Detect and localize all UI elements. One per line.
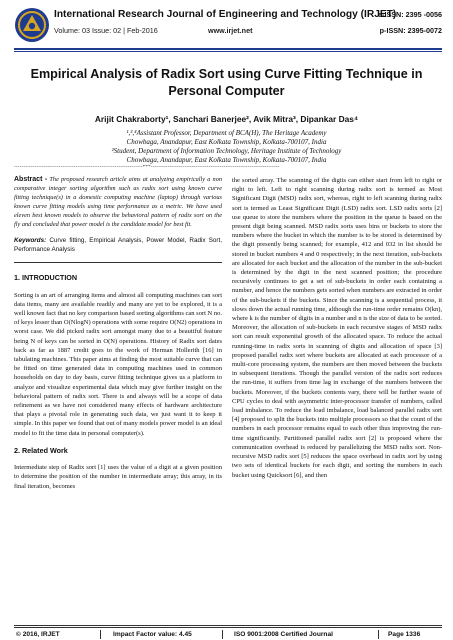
- abstract-label: Abstract -: [14, 176, 48, 183]
- right-column: [232, 176, 442, 480]
- left-column: [14, 176, 222, 491]
- header-rule-thin: [14, 51, 442, 52]
- journal-header: [14, 7, 442, 47]
- footer-rule: [14, 625, 442, 626]
- affiliation-1: ¹,³,⁴Assistant Professor, Department of BCA(H), The Heritage Academy: [126, 129, 327, 137]
- affiliation-2: ²Student, Department of Information Technology, Heritage Institute of Technology: [111, 147, 342, 155]
- footer-impact-factor: Impact Factor value: 4.45: [113, 631, 192, 638]
- footer-divider: [222, 630, 223, 639]
- title-separator: ---------------------------------------------------------------------***---------------------------------------------------------------------: [14, 165, 280, 170]
- introduction-text: Sorting is an art of arranging items and almost all computing machines can sort data items, many are available readily and many are yet to be explored, it is a well known fact that no key comparison based sorting algorithms can sort N no. of keys lesser than O(NlogN) operations with some require O(N2) operations in worst case. We did picked radix sort amongst many due to a beautiful feature being N of keys can be sorted in O(N) operations. History of Radix sort dates back as far as 1887 credit goes to the work of Herman Hollerith [16] in tabulating machines. This paper aims at finding the most suitable curve that can be fitted on time generated data in computing machines used in common households on day to day basis, curve fitting technique gives us a platform to analyze and visualize experimental data which may give further insight on the behavioral pattern of radix sort. There is and always will be a scope of data refinement as we have not considered many effects of hardware architecture that plays a pivotal role in generating such data, we just want it to keep it simple. In this paper we found that out of many models power model is an ideal model to fit the time data in personal computer(s).: [14, 291, 222, 437]
- abstract: [14, 176, 222, 229]
- paper-authors: Arijit Chakraborty¹, Sanchari Banerjee², Avik Mitra³, Dipankar Das⁴: [94, 114, 359, 124]
- footer-divider: [378, 630, 379, 639]
- footer-iso: ISO 9001:2008 Certified Journal: [234, 631, 333, 638]
- keywords-text: Curve fitting, Empirical Analysis, Power Model, Radix Sort, Performance Analysis: [14, 237, 222, 254]
- issn-online: e-ISSN: 2395 -0056: [378, 10, 442, 19]
- paper-title: Empirical Analysis of Radix Sort using Curve Fitting Technique in Personal Computer: [30, 67, 423, 98]
- footer-rule-thin: [14, 627, 442, 628]
- footer-copyright: © 2016, IRJET: [16, 631, 60, 638]
- journal-url[interactable]: www.irjet.net: [208, 26, 253, 35]
- footer-page-number: Page 1336: [388, 631, 421, 638]
- journal-title: International Research Journal of Engineering and Technology (IRJET): [54, 9, 397, 20]
- section-heading-introduction: 1. INTRODUCTION: [14, 273, 78, 283]
- header-rule: [14, 48, 442, 50]
- abstract-divider: [14, 262, 222, 263]
- irjet-logo-icon: [14, 7, 50, 43]
- journal-volume: Volume: 03 Issue: 02 | Feb-2016: [54, 26, 158, 35]
- abstract-text: The proposed research article aims at analyzing empirically a non comparative integer sorting algorithm such as radix sort using known curve fitting technique(s) in a domestic computing machine (laptop) through various known curve fitting models using time performance as a metric. We have used eleven best known models to observe the behavioral pattern of radix sort on the fly and concluded that power model is the candidate model for best fit.: [14, 176, 222, 228]
- keywords-label: Keywords:: [14, 237, 47, 245]
- related-work-continued: the sorted array. The scanning of the digits can either start from left to right or right to left. Left to right scanning during radix sort is termed as Most Significant Digit (MSD) radix sort, whereas, right to left scanning during radix sort is termed as Least Significant Digit (LSD) radix sort. LSD radix sorts [2] use queue to store the numbers where the position in the queue is based on the present digit being scanned. MSD radix sorts uses bins or buckets to store the numbers where the bucket in which the number is to be stored is determined by the digit presently being scanned; for example, 412 and 032 in list should be stored in bucket numbers 4 and 0 respectively; in the next iteration, sub-buckets are allocated for each bucket and the allocation of the number in the sub-bucket is determined by the digit in the next scanned position; the procedure recursively continues to get a set of sub-buckets in order each containing a number, and hence the numbers gets sorted when numbers are extracted in order of the sub-buckets if the buckets. Since the scanning is a sequential process, it slows down the actual running time, although the run-time order remains O(kn), where k is the number of digits in a number and n is the size of data to be sorted. Moreover, the allocation of sub-buckets in each recursive stages of MSD radix sort can result exponential growth of the allocated space. To reduce the actual running-time in radix sorts in scanning of digits and allocation of space [3] proposed parallel radix sort where buckets are allocated at each processor of a multi-core processing system, the numbers are then moved between the buckets in subsequent iterations. Though the parallel version of the radix sort reduces the run-time, it suffers from time lag in exchange of the numbers between the buckets. Moreover, if the buckets contents vary, there will be further waste of CPU cycles to deal with asymmetric inter-processor transfer of numbers, called load imbalance. To reduce the load imbalance, load balanced parallel radix sort [4] proposed to split the buckets into multiple processors so that the count of the numbers in each processor remains equal to each other thus improving the run-time significantly. Partitioned parallel radix sort [2] is proposed where the communication overhead is reduced by parallelizing the MSD radix sort. Non-recursive MSD radix sort [5] reduces the space overhead in radix sort by using two sets of identical buckets for each digit, and sorting the numbers in each bucket using Quicksort [6], and then: [232, 177, 442, 479]
- keywords: [14, 236, 222, 254]
- affiliation-1-address: Chowbaga, Anandapur, East Kolkata Township, Kolkata-700107, India: [126, 138, 327, 146]
- related-work-text: Intermediate step of Radix sort [1] uses the value of a digit at a given position to determine the position of the number in intermediate array; this array, in its final iteration, becomes: [14, 464, 222, 490]
- affiliation-2-address: Chowbaga, Anandapur, East Kolkata Township, Kolkata-700107, India: [126, 156, 327, 164]
- issn-print: p-ISSN: 2395-0072: [379, 26, 442, 35]
- section-heading-related-work: 2. Related Work: [14, 445, 68, 455]
- footer-divider: [100, 630, 101, 639]
